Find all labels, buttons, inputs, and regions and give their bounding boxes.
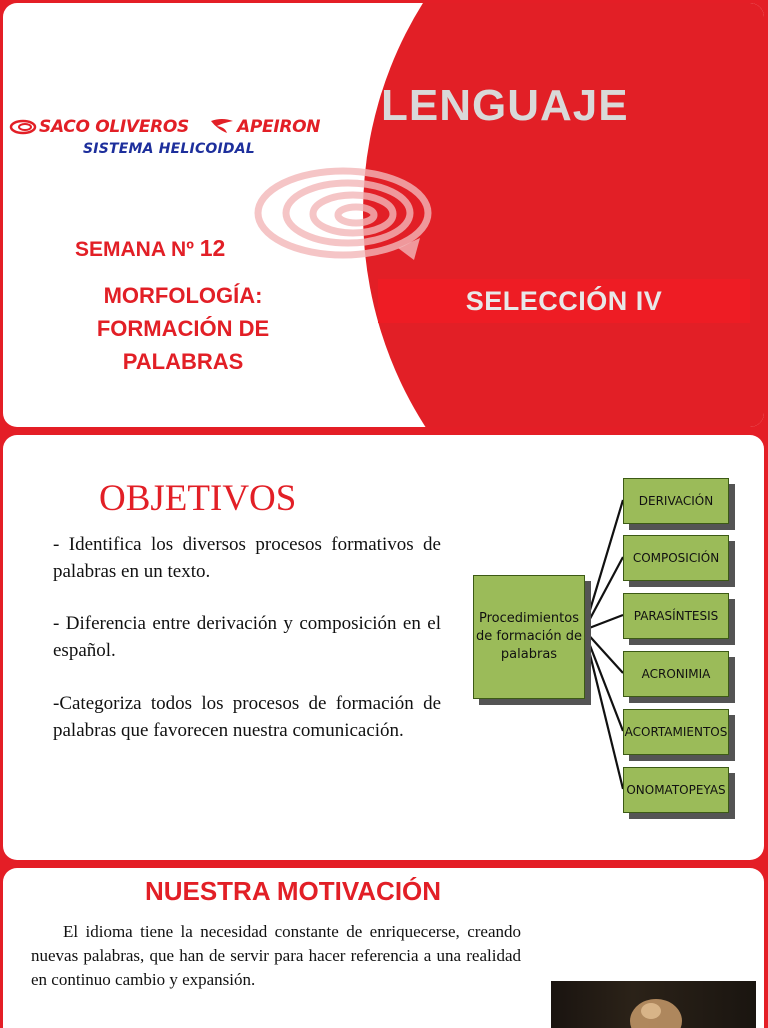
objective-item: - Diferencia entre derivación y composición en el español. xyxy=(53,613,441,661)
week-heading xyxy=(75,235,225,262)
logo-apeiron: APEIRON xyxy=(237,117,321,137)
objective-item: -Categoriza todos los procesos de formación de palabras que favorecen nuestra comunicación. xyxy=(53,693,441,741)
saco-oliveros-swoosh-icon xyxy=(9,119,37,135)
diagram-node-composicion: COMPOSICIÓN xyxy=(623,535,729,581)
selection-banner xyxy=(378,279,750,323)
objectives-slide xyxy=(3,435,764,860)
objectives-title: OBJETIVOS xyxy=(99,478,297,519)
topic-line: PALABRAS xyxy=(122,349,244,374)
week-label: SEMANA Nº xyxy=(75,238,194,261)
topic-line: FORMACIÓN DE xyxy=(96,316,270,341)
course-title: LENGUAJE xyxy=(381,81,629,130)
selection-label: SELECCIÓN IV xyxy=(465,285,663,316)
motivation-slide xyxy=(3,868,764,1028)
apeiron-swoosh-icon xyxy=(209,117,235,135)
logo-saco-oliveros: SACO OLIVEROS xyxy=(39,117,189,137)
diagram-node-onomatopeyas: ONOMATOPEYAS xyxy=(623,767,729,813)
topic-line: MORFOLOGÍA: xyxy=(103,283,263,308)
objective-item: - Identifica los diversos procesos formativos de palabras en un texto. xyxy=(53,534,441,582)
motivation-photo xyxy=(551,981,756,1028)
diagram-node-acronimia: ACRONIMIA xyxy=(623,651,729,697)
diagram-node-derivacion: DERIVACIÓN xyxy=(623,478,729,524)
diagram-node-acortamientos: ACORTAMIENTOS xyxy=(623,709,729,755)
diagram-center-node: Procedimientos de formación de palabras xyxy=(473,575,585,699)
motivation-title: NUESTRA MOTIVACIÓN xyxy=(144,876,442,906)
week-number: 12 xyxy=(199,235,226,261)
diagram-node-parasintesis: PARASÍNTESIS xyxy=(623,593,729,639)
spiral-logo-watermark-icon xyxy=(248,158,438,278)
cover-slide xyxy=(3,3,764,427)
logo-subtitle: SISTEMA HELICOIDAL xyxy=(83,141,255,157)
motivation-paragraph: El idioma tiene la necesidad constante de enriquecerse, creando nuevas palabras, que han de servir para hacer referencia a una realidad en continuo cambio y expansión. xyxy=(31,922,521,989)
person-silhouette-icon xyxy=(551,981,756,1028)
topic-title xyxy=(53,279,313,378)
